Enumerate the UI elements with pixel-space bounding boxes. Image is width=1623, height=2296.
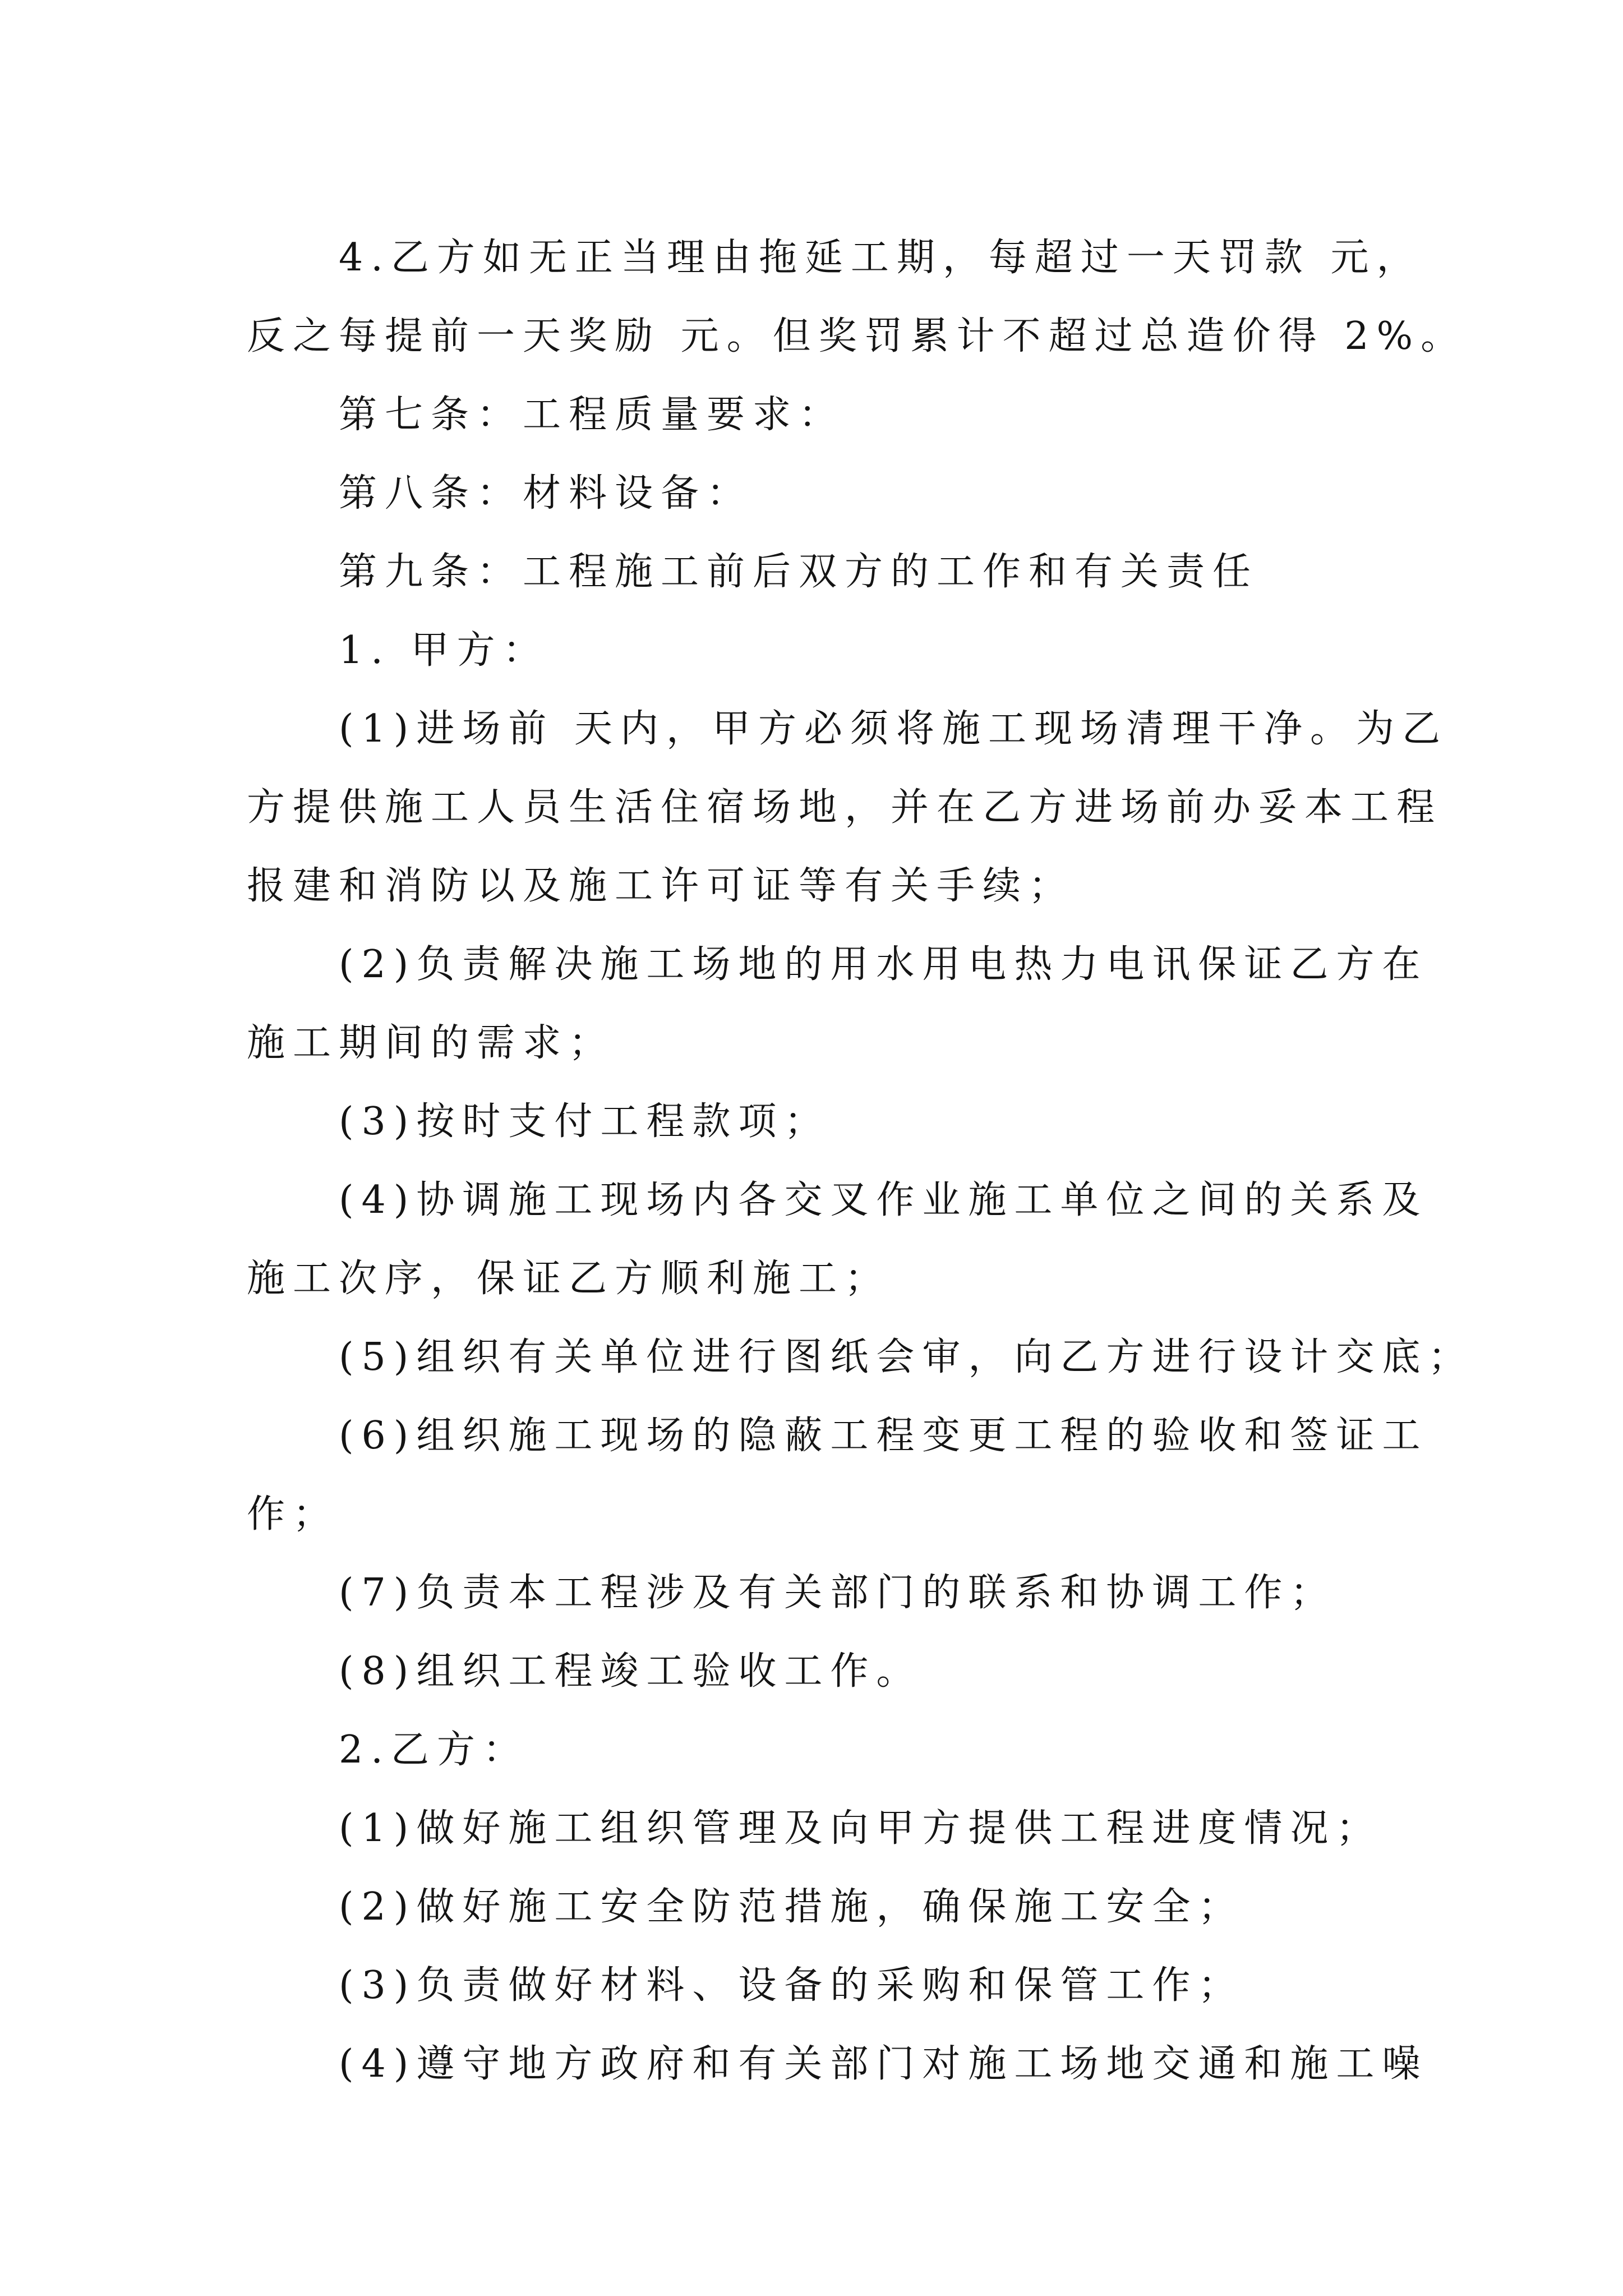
text-line: (2)负责解决施工场地的用水用电热力电讯保证乙方在 [339,942,1428,987]
party-a-item-7 [247,1554,1391,1632]
text-line: (5)组织有关单位进行图纸会审，向乙方进行设计交底； [339,1335,1474,1379]
text-line: (8)组织工程竣工验收工作。 [339,1649,923,1694]
text-line: 方提供施工人员生活住宿场地，并在乙方进场前办妥本工程 [247,785,1443,830]
party-a-heading [247,611,1391,690]
text-line: 施工期间的需求； [247,1021,615,1065]
text-line: (4)遵守地方政府和有关部门对施工场地交通和施工噪 [339,2042,1428,2086]
party-b-heading [247,1711,1391,1789]
party-b-item-3 [247,1947,1391,2025]
text-line: (1)做好施工组织管理及向甲方提供工程进度情况； [339,1806,1382,1851]
text-line: 2.乙方： [339,1728,529,1772]
article-8-heading [247,454,1391,533]
party-a-item-2 [247,926,1428,1083]
article-7-heading [247,376,1391,454]
text-line: (3)负责做好材料、设备的采购和保管工作； [339,1963,1244,2008]
party-a-item-8 [247,1632,1391,1711]
text-line: (2)做好施工安全防范措施，确保施工安全； [339,1885,1244,1929]
text-line: (4)协调施工现场内各交叉作业施工单位之间的关系及 [339,1178,1428,1222]
text-line: 1. 甲方： [339,628,549,673]
party-a-item-4 [247,1161,1428,1318]
text-line: 施工次序，保证乙方顺利施工； [247,1257,891,1301]
text-line: 作； [247,1492,339,1536]
text-line: (6)组织施工现场的隐蔽工程变更工程的验收和签证工 [339,1414,1428,1458]
text-line: 第七条：工程质量要求： [339,393,845,437]
text-line: 第八条：材料设备： [339,471,753,516]
text-line: 报建和消防以及施工许可证等有关手续； [247,864,1075,908]
article-9-heading [247,533,1391,611]
text-line: 反之每提前一天奖励 元。但奖罚累计不超过总造价得 2%。 [247,314,1467,358]
party-a-item-1 [247,690,1448,926]
party-a-item-6 [247,1397,1428,1554]
party-b-item-4 [247,2025,1428,2104]
text-line: (3)按时支付工程款项； [339,1099,831,1144]
document-body [247,219,1474,2104]
text-line: 4.乙方如无正当理由拖延工期，每超过一天罚款 元， [339,236,1423,280]
party-b-item-2 [247,1868,1391,1947]
text-line: (1)进场前 天内，甲方必须将施工现场清理干净。为乙 [339,707,1448,751]
paragraph-penalty-clause [247,219,1467,376]
party-b-item-1 [247,1789,1391,1868]
text-line: (7)负责本工程涉及有关部门的联系和协调工作； [339,1571,1336,1615]
party-a-item-5 [247,1318,1474,1397]
text-line: 第九条：工程施工前后双方的工作和有关责任 [339,550,1259,594]
party-a-item-3 [247,1083,1391,1161]
